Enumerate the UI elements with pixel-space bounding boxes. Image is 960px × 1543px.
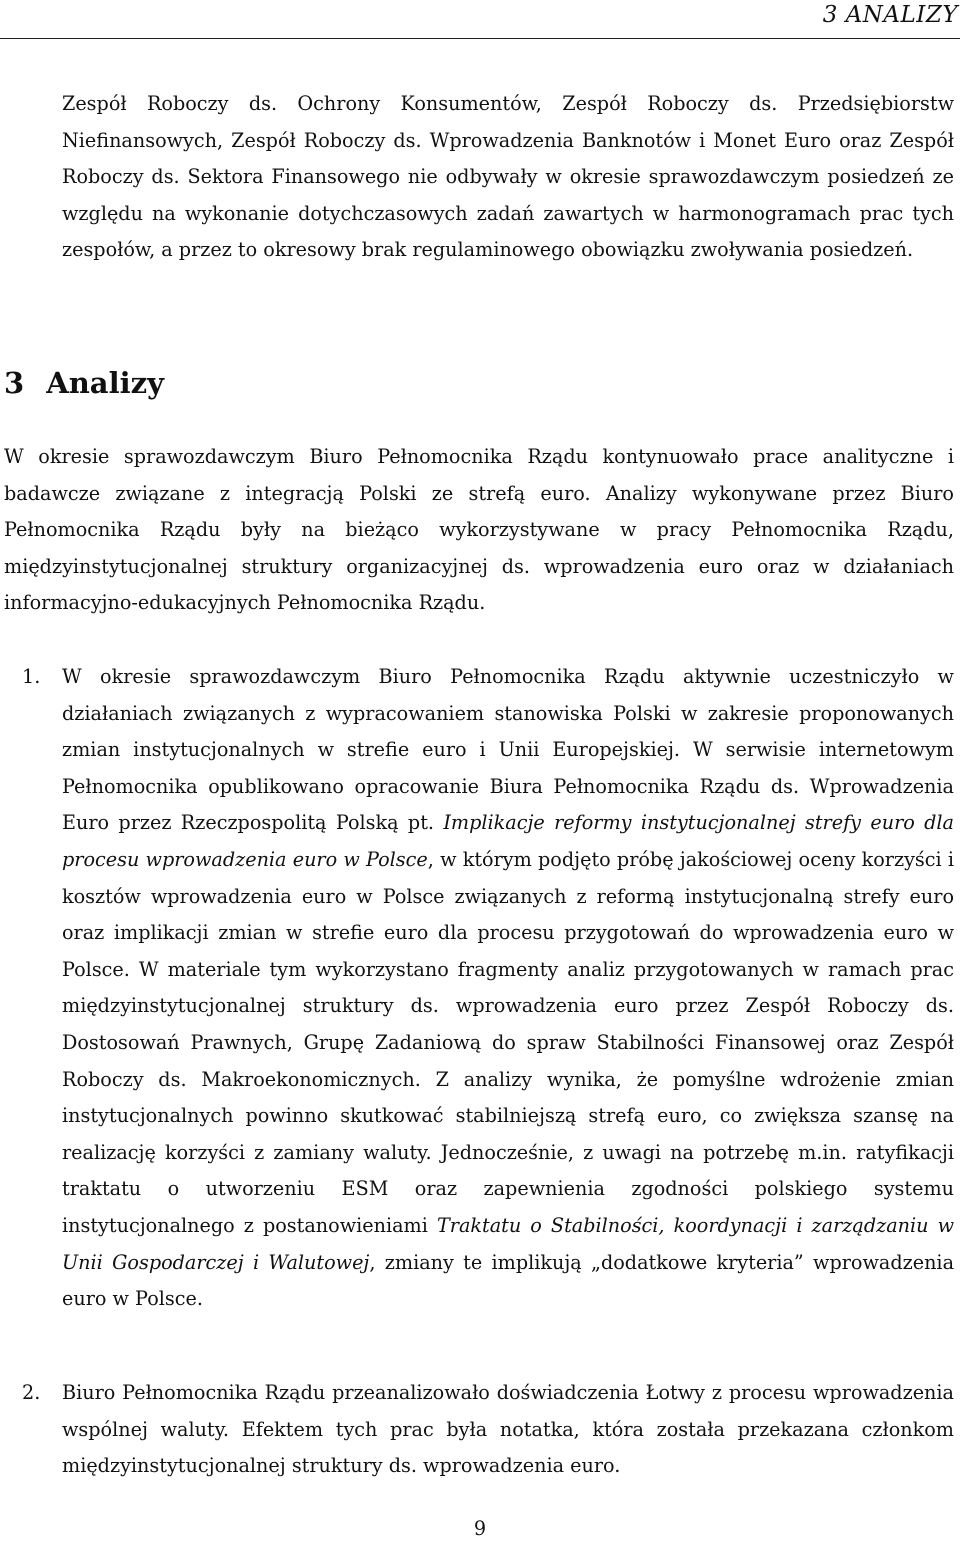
section-title: Analizy [46, 366, 164, 400]
running-head: 3 ANALIZY [822, 2, 958, 28]
list-item-text: Biuro Pełnomocnika Rządu przeanalizowało doświadczenia Łotwy z procesu wprowadzenia wspólnej waluty. Efektem tych prac była notatka, która została przekazana członkom międzyinstytucjonalnej struktury ds. wprowadzenia euro. [62, 1381, 954, 1478]
publication-title: Implikacje reformy instytucjonalnej strefy euro dla procesu wprowadzenia euro w Polsce [62, 811, 954, 871]
list-item-marker: 1. [22, 665, 41, 688]
page-number: 9 [473, 1517, 487, 1540]
section-heading [4, 361, 164, 405]
treaty-title: Traktatu o Stabilności, koordynacji i zarządzaniu w Unii Gospodarczej i Walutowej [62, 1213, 955, 1274]
section-number: 3 [4, 366, 25, 400]
list-item [62, 1375, 954, 1485]
list-item-text: , zmiany te implikują „dodatkowe kryteria” wprowadzenia euro w Polsce. [62, 1250, 955, 1311]
list-item-text: W okresie sprawozdawczym Biuro Pełnomocnika Rządu aktywnie uczestniczyło w działaniach związanych z wypracowaniem stanowiska Polski w zakresie proponowanych zmian instytucjonalnych w strefie euro i Unii Europejskiej. W serwisie internetowym Pełnomocnika opublikowano opracowanie Biura Pełnomocnika Rządu ds. Wprowadzenia Euro przez Rzeczpospolitą Polską pt. [62, 665, 954, 835]
page-header [0, 0, 960, 39]
list-item-marker: 2. [22, 1381, 41, 1404]
list-item-text: , w którym podjęto próbę jakościowej oceny korzyści i kosztów wprowadzenia euro w Polsce związanych z reformą instytucjonalną strefy euro oraz implikacji zmian w strefie euro dla procesu przygotowań do wprowadzenia euro w Polsce. W materiale tym wykorzystano fragmenty analiz przygotowanych w ramach prac międzyinstytucjonalnej struktury ds. wprowadzenia euro przez Zespół Roboczy ds. Dostosowań Prawnych, Grupę Zadaniową do spraw Stabilności Finansowej oraz Zespół Roboczy ds. Makroekonomicznych. Z analizy wynika, że pomyślne wdrożenie zmian instytucjonalnych powinno skutkować stabilniejszą strefą euro, co zwiększa szansę na realizację korzyści z zamiany waluty. Jednocześnie, z uwagi na potrzebę m.in. ratyfikacji traktatu o utworzeniu ESM oraz zapewnienia zgodności polskiego systemu instytucjonalnego z postanowieniami [62, 847, 954, 1237]
section-body-paragraph: W okresie sprawozdawczym Biuro Pełnomocnika Rządu kontynuowało prace analityczne i badawcze związane z integracją Polski ze strefą euro. Analizy wykonywane przez Biuro Pełnomocnika Rządu były na bieżąco wykorzystywane w pracy Pełnomocnika Rządu, międzyinstytucjonalnej struktury organizacyjnej ds. wprowadzenia euro oraz w działaniach informacyjno-edukacyjnych Pełnomocnika Rządu. [4, 445, 954, 615]
intro-paragraph: Zespół Roboczy ds. Ochrony Konsumentów, Zespół Roboczy ds. Przedsiębiorstw Niefinansowych, Zespół Roboczy ds. Wprowadzenia Banknotów i Monet Euro oraz Zespół Roboczy ds. Sektora Finansowego nie odbywały w okresie sprawozdawczym posiedzeń ze względu na wykonanie dotychczasowych zadań zawartych w harmonogramach prac tych zespołów, a przez to okresowy brak regulaminowego obowiązku zwoływania posiedzeń. [62, 92, 954, 262]
list-item [62, 659, 954, 1318]
